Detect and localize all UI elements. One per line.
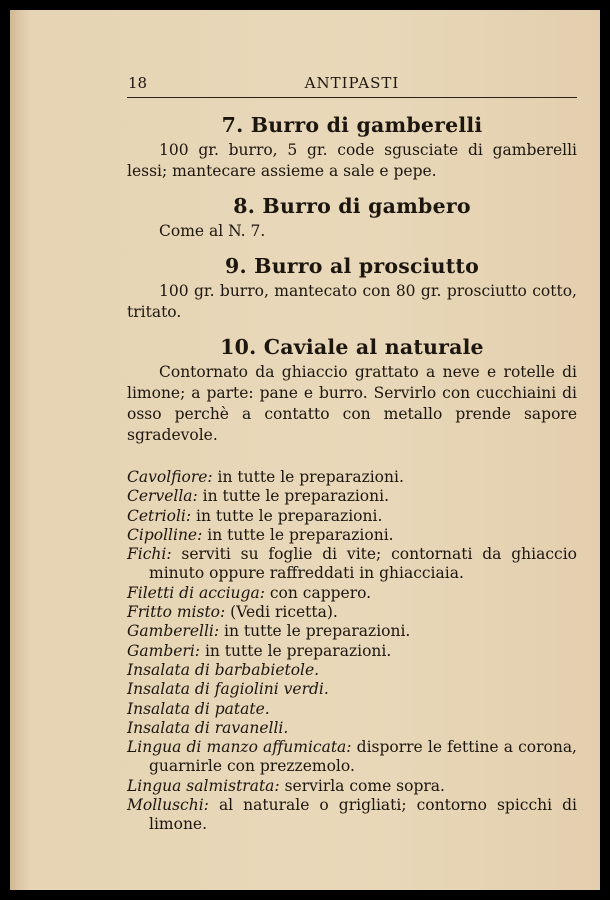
chapter-title: ANTIPASTI <box>304 74 400 92</box>
recipe-text: 100 gr. burro, mantecato con 80 gr. prosciutto cotto, tritato. <box>127 282 577 321</box>
list-item-term: Filetti di acciuga: <box>127 583 265 602</box>
list-item-term: Insalata di ravanelli. <box>127 718 289 737</box>
list-item-text: al naturale o grigliati; contorno spicchi di limone. <box>149 796 577 834</box>
list-item <box>127 642 577 661</box>
list-item <box>127 738 577 777</box>
recipe-section <box>127 191 577 242</box>
list-item <box>127 603 577 622</box>
recipe-text: Contornato da ghiaccio grattato a neve e rotelle di limone; a parte: pane e burro. Servirlo con cucchiaini di osso perchè a contatto con metallo prende sapore sgradevole. <box>127 363 577 444</box>
recipe-section <box>127 110 577 182</box>
page-content <box>127 110 577 835</box>
list-item-term: Gamberelli: <box>127 622 220 641</box>
list-item-text: in tutte le preparazioni. <box>200 641 392 660</box>
list-item-text: serviti su foglie di vite; contornati da ghiaccio minuto oppure raffreddati in ghiacciaia. <box>149 545 577 583</box>
list-item <box>127 468 577 487</box>
recipe-text: Come al N. 7. <box>159 222 266 240</box>
list-item <box>127 661 577 680</box>
list-item <box>127 507 577 526</box>
list-item <box>127 680 577 699</box>
recipe-heading: 7. Burro di gamberelli <box>221 113 483 137</box>
antipasti-list <box>127 468 577 835</box>
list-item <box>127 796 577 835</box>
list-item <box>127 719 577 738</box>
list-item-text: in tutte le preparazioni. <box>212 468 404 486</box>
book-page <box>10 10 600 890</box>
list-item-term: Cavolfiore: <box>127 468 213 486</box>
list-item-term: Cetrioli: <box>127 506 192 525</box>
list-item-text: disporre le fettine a corona, guarnirle con prezzemolo. <box>149 738 577 776</box>
list-item <box>127 622 577 641</box>
list-item-text: in tutte le preparazioni. <box>197 487 390 506</box>
list-item-term: Molluschi: <box>127 796 209 815</box>
list-item-term: Insalata di fagiolini verdi. <box>127 680 329 699</box>
list-item <box>127 526 577 545</box>
list-item-text: in tutte le preparazioni. <box>191 506 383 525</box>
recipe-heading: 9. Burro al prosciutto <box>225 254 479 278</box>
list-item <box>127 487 577 506</box>
list-item-term: Cervella: <box>127 487 198 506</box>
page-number: 18 <box>128 74 148 92</box>
recipe-heading: 8. Burro di gambero <box>233 194 471 218</box>
running-header <box>127 71 577 98</box>
list-item-term: Gamberi: <box>127 641 201 660</box>
list-item-text: (Vedi ricetta). <box>225 603 338 622</box>
list-item-term: Lingua di manzo affumicata: <box>127 738 352 757</box>
list-item-text: in tutte le preparazioni. <box>202 525 394 544</box>
list-item-term: Insalata di patate. <box>127 699 270 718</box>
list-item-term: Fritto misto: <box>127 603 226 622</box>
list-item-text: servirla come sopra. <box>279 776 445 795</box>
list-item <box>127 584 577 603</box>
list-item <box>127 777 577 796</box>
list-item-text: con cappero. <box>264 583 372 602</box>
recipe-heading: 10. Caviale al naturale <box>220 335 484 359</box>
list-item-term: Fichi: <box>127 545 172 564</box>
recipe-section <box>127 332 577 446</box>
list-item-term: Lingua salmistrata: <box>127 776 280 795</box>
recipe-section <box>127 251 577 323</box>
list-item-term: Cipolline: <box>127 525 203 544</box>
list-item-text: in tutte le preparazioni. <box>219 622 411 641</box>
list-item <box>127 545 577 584</box>
recipe-text: 100 gr. burro, 5 gr. code sgusciate di gamberelli lessi; mantecare assieme a sale e pepe. <box>127 141 577 180</box>
list-item <box>127 700 577 719</box>
list-item-term: Insalata di barbabietole. <box>127 660 320 679</box>
